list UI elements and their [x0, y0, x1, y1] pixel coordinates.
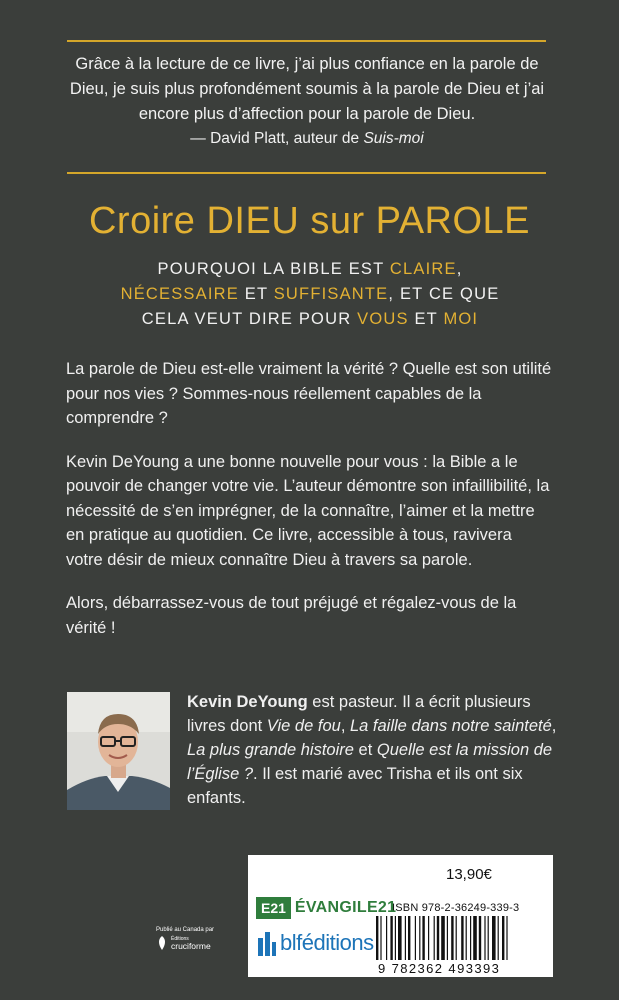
endorsement-quote — [60, 52, 554, 127]
barcode-bar — [492, 916, 496, 960]
barcode-bar — [502, 916, 504, 960]
barcode-bar — [415, 916, 416, 960]
barcode-bar — [428, 916, 429, 960]
canada-imprint-label: Publié au Canada par — [156, 927, 215, 933]
barcode-bar — [437, 916, 439, 960]
author-name: Kevin DeYoung — [187, 693, 308, 711]
blf-text: blféditions — [280, 930, 374, 955]
e21-text: ÉVANGILE21 — [294, 899, 397, 916]
bio-book-title: La faille dans notre sainteté — [349, 717, 552, 735]
barcode-number: 9 782362 493393 — [378, 961, 501, 976]
blf-mark-icon — [258, 930, 276, 956]
blurb-paragraph-3: Alors, débarrassez-vous de tout préjugé et régalez-vous de la vérité ! — [66, 594, 517, 637]
canada-imprint — [156, 926, 236, 950]
subtitle-part: , — [456, 260, 463, 278]
barcode-bar — [456, 916, 457, 960]
bio-text: et — [353, 741, 377, 759]
price: 13,90€ — [446, 866, 492, 883]
barcode-bar — [447, 916, 448, 960]
subtitle-necessaire: NÉCESSAIRE — [120, 285, 239, 303]
barcode-bar — [484, 916, 485, 960]
barcode-bar — [390, 916, 392, 960]
barcode-bar — [405, 916, 406, 960]
bio-book-title: La plus grande histoire — [187, 741, 354, 759]
bio-text: , — [340, 717, 350, 735]
barcode-bar — [488, 916, 489, 960]
subtitle-part: ET — [408, 310, 444, 328]
barcode-bar — [470, 916, 471, 960]
book-title: Croire DIEU sur PAROLE — [88, 200, 531, 242]
author-portrait-icon — [67, 692, 170, 810]
cruciforme-label: cruciforme — [171, 941, 211, 951]
bio-book-title: Vie de fou — [266, 717, 341, 735]
subtitle-part: , ET CE QUE CELA VEUT DIRE POUR — [141, 285, 500, 328]
barcode-bar — [451, 916, 453, 960]
attribution-work: Suis-moi — [363, 130, 424, 147]
second-gold-rule — [67, 172, 546, 174]
author-photo — [67, 692, 170, 810]
barcode-bar — [434, 916, 435, 960]
subtitle-claire: CLAIRE — [389, 260, 457, 278]
subtitle-moi: MOI — [443, 310, 479, 328]
bio-text: , — [551, 717, 557, 735]
subtitle-suffisante: SUFFISANTE — [273, 285, 389, 303]
author-bio — [187, 690, 557, 810]
bio-text: . Il est marié avec Trisha et ils ont six enfants. — [187, 765, 523, 807]
barcode-bar — [441, 916, 445, 960]
barcode-bar — [479, 916, 481, 960]
book-subtitle — [100, 257, 520, 332]
barcode-bar — [466, 916, 467, 960]
cruciforme-small-label: Éditions — [171, 936, 189, 942]
blf-editions-logo — [258, 930, 374, 956]
barcode — [374, 916, 546, 960]
attribution-prefix: — David Platt, auteur de — [190, 130, 364, 147]
barcode-bar — [376, 916, 378, 960]
subtitle-vous: VOUS — [357, 310, 409, 328]
barcode-bar — [461, 916, 463, 960]
barcode-bar — [498, 916, 499, 960]
barcode-bar — [419, 916, 420, 960]
e21-badge: E21 — [256, 897, 291, 919]
blurb-paragraph-2: Kevin DeYoung a une bonne nouvelle pour vous : la Bible a le pouvoir de changer votre vie. L’auteur démontre son infaillibilité, la nécessité de s’en imprégner, de la connaître, l’aimer et la mettre en pratique au quotidien. Ce livre, accessible à tous, ravivera votre désir de mieux connaître Dieu à travers sa parole. — [66, 452, 550, 569]
barcode-bar — [395, 916, 396, 960]
cruciforme-logo — [156, 936, 236, 950]
subtitle-part: ET — [238, 285, 274, 303]
quote-attribution — [60, 130, 554, 148]
barcode-bar — [386, 916, 387, 960]
barcode-bar — [408, 916, 410, 960]
subtitle-part: POURQUOI LA BIBLE EST — [157, 260, 390, 278]
barcode-bar — [398, 916, 402, 960]
isbn: ISBN 978-2-36249-339-3 — [392, 902, 520, 914]
quote-text: Grâce à la lecture de ce livre, j’ai plus confiance en la parole de Dieu, je suis plus profondément soumis à la parole de Dieu et j’ai encore plus d’affection pour la parole de Dieu. — [69, 55, 545, 123]
cruciforme-leaf-icon — [156, 936, 168, 950]
blurb-paragraph-1: La parole de Dieu est-elle vraiment la vérité ? Quelle est son utilité pour nos vies ? Sommes-nous réellement capables de la comprendre ? — [66, 360, 552, 427]
bio-text: est pasteur. Il a écrit plusieurs livres dont — [187, 693, 531, 735]
barcode-bar — [422, 916, 424, 960]
blurb — [66, 357, 552, 659]
bio-book-title: Quelle est la mission de l’Église ? — [187, 741, 553, 783]
top-gold-rule — [67, 40, 546, 42]
barcode-bar — [380, 916, 381, 960]
barcode-bar — [506, 916, 507, 960]
barcode-bar — [473, 916, 477, 960]
